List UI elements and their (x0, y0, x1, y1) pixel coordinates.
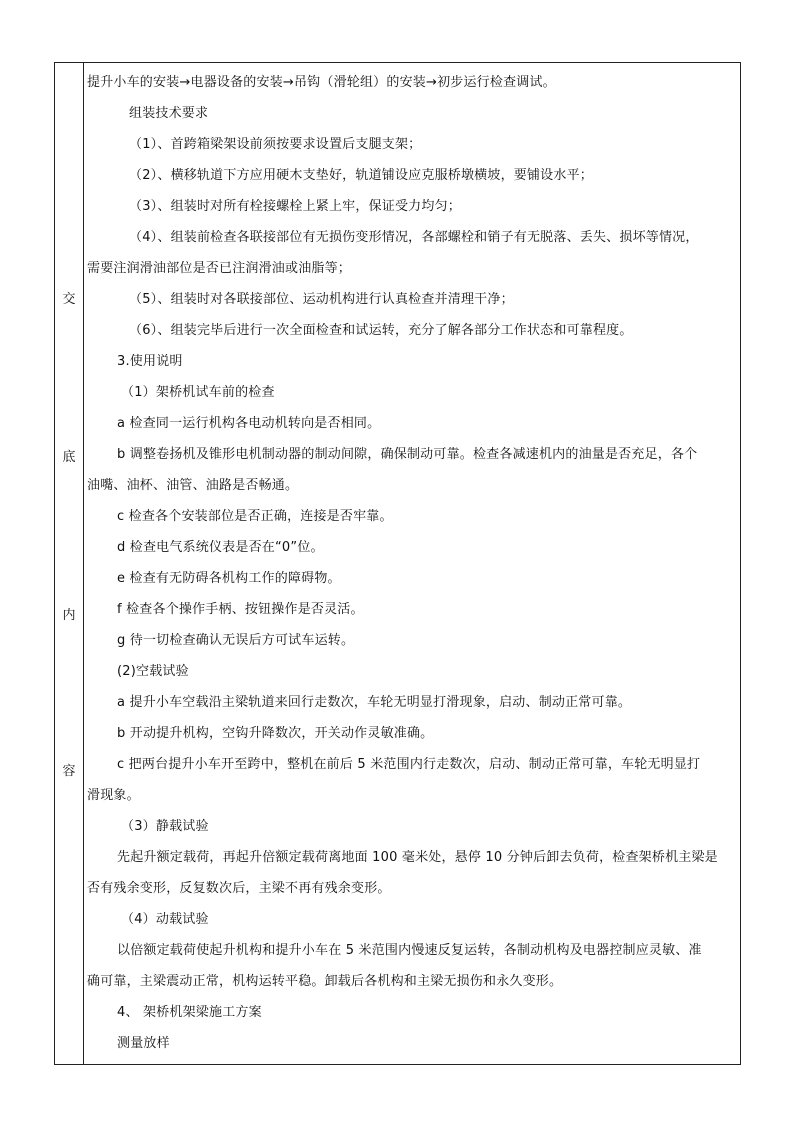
subsection-heading: （3）静载试验 (121, 819, 209, 834)
list-item-continuation: 油嘴、油杯、油管、油路是否畅通。 (87, 478, 299, 493)
side-label-nei: 内 (62, 608, 76, 623)
paragraph-line: 以倍额定载荷使起升机构和提升小车在 5 米范围内慢速反复运转，各制动机构及电器控制应灵敏、准 (117, 943, 702, 958)
side-label-jiao: 交 (62, 292, 76, 307)
side-label-di: 底 (62, 450, 76, 465)
list-item-continuation: 滑现象。 (87, 788, 140, 803)
column-divider (83, 63, 84, 1064)
section-heading: 组装技术要求 (129, 106, 209, 121)
subsection-heading: （1）架桥机试车前的检查 (121, 385, 275, 400)
list-item: a 提升小车空载沿主梁轨道来回行走数次，车轮无明显打滑现象，启动、制动正常可靠。 (117, 695, 632, 710)
list-item: a 检查同一运行机构各电动机转向是否相同。 (117, 416, 381, 431)
list-item: e 检查有无防碍各机构工作的障碍物。 (117, 571, 341, 586)
paragraph-line: 先起升额定载荷，再起升倍额定载荷离地面 100 毫米处，悬停 10 分钟后卸去负荷，检查架桥机主梁是 (117, 850, 718, 865)
subsection-heading: (2)空载试验 (117, 664, 189, 679)
list-item: c 把两台提升小车开至跨中，整机在前后 5 米范围内行走数次，启动、制动正常可靠，车轮无明显打 (117, 757, 701, 772)
document-body (87, 67, 737, 1059)
list-item: g 待一切检查确认无误后方可试车运转。 (117, 633, 355, 648)
list-item: （3）、组装时对所有栓接螺栓上紧上牢，保证受力均匀； (129, 199, 461, 214)
list-item: （5）、组装时对各联接部位、运动机构进行认真检查并清理干净； (129, 292, 514, 307)
side-label-rong: 容 (62, 764, 76, 779)
list-item: （2）、横移轨道下方应用硬木支垫好，轨道铺设应克服桥墩横坡，要铺设水平； (129, 168, 593, 183)
subsection-heading: （4）动载试验 (121, 912, 209, 927)
section-heading: 测量放样 (117, 1036, 170, 1051)
list-item: （1）、首跨箱梁架设前须按要求设置后支腿支架； (129, 137, 422, 152)
section-heading: 3.使用说明 (117, 354, 183, 369)
list-item: （4）、组装前检查各联接部位有无损伤变形情况，各部螺栓和销子有无脱落、丢失、损坏等情况， (129, 230, 699, 245)
paragraph-continuation: 确可靠，主梁震动正常，机构运转平稳。卸载后各机构和主梁无损伤和永久变形。 (87, 974, 563, 989)
list-item-continuation: 需要注润滑油部位是否已注润滑油或油脂等； (87, 261, 352, 276)
document-table (54, 62, 741, 1065)
list-item: f 检查各个操作手柄、按钮操作是否灵活。 (117, 602, 364, 617)
paragraph-line: 提升小车的安装→电器设备的安装→吊钩（滑轮组）的安装→初步运行检查调试。 (87, 75, 556, 90)
paragraph-continuation: 否有残余变形，反复数次后，主梁不再有残余变形。 (87, 881, 391, 896)
list-item: d 检查电气系统仪表是否在“0”位。 (117, 540, 324, 555)
list-item: b 开动提升机构，空钩升降数次，开关动作灵敏准确。 (117, 726, 434, 741)
section-heading: 4、 架桥机架梁施工方案 (117, 1005, 262, 1020)
list-item: （6）、组装完毕后进行一次全面检查和试运转，充分了解各部分工作状态和可靠程度。 (129, 323, 633, 338)
list-item: b 调整卷扬机及锥形电机制动器的制动间隙，确保制动可靠。检查各减速机内的油量是否充足，各个 (117, 447, 698, 462)
list-item: c 检查各个安装部位是否正确，连接是否牢靠。 (117, 509, 393, 524)
